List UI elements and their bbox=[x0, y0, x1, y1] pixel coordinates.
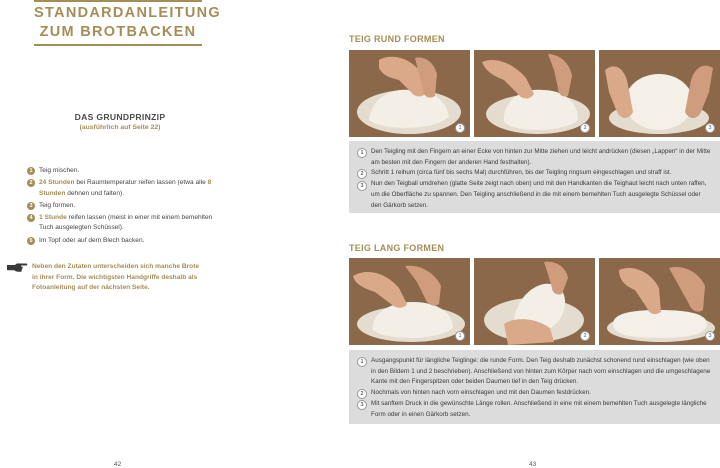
tip-note bbox=[6, 262, 206, 294]
list-item bbox=[357, 168, 712, 179]
list-item bbox=[357, 388, 712, 399]
step-text: Den Teigling mit den Fingern an einer Ecke von hinten zur Mitte ziehen und leicht andrücken (diesen „Lappen“ in der Mitte am besten mit den Fingern der anderen Hand festhalten). bbox=[371, 148, 711, 166]
photo-label: 2 bbox=[580, 331, 590, 341]
title-rule-bottom bbox=[34, 44, 202, 46]
principle-steps bbox=[27, 166, 217, 248]
step-number-badge: 3 bbox=[27, 202, 35, 210]
step-number-badge: 2 bbox=[357, 389, 367, 399]
photo-strip-round bbox=[349, 50, 720, 137]
title-rule-top bbox=[34, 0, 202, 2]
title-line-1: STANDARDANLEITUNG bbox=[34, 5, 221, 21]
list-item bbox=[357, 179, 712, 211]
photo-long-3 bbox=[599, 258, 720, 345]
photo-long-2 bbox=[474, 258, 595, 345]
list-item bbox=[27, 178, 217, 199]
photo-label: 3 bbox=[705, 331, 715, 341]
step-text: Nochmals von hinten nach vorn einschlagen und mit den Daumen festdrücken. bbox=[371, 388, 591, 396]
step-text: Schritt 1 reihum (circa fünf bis sechs Mal) durchführen, bis der Teigling ringsum eingeschlagen und straff ist. bbox=[371, 169, 672, 177]
list-item bbox=[27, 166, 217, 177]
step-number-badge: 2 bbox=[357, 169, 367, 179]
page-number-left: 42 bbox=[114, 461, 122, 468]
step-text: 24 Stunden bei Raumtemperatur reifen lassen (etwa alle 8 Stunden dehnen und falten). bbox=[39, 179, 212, 197]
step-text: Im Topf oder auf dem Blech backen. bbox=[39, 236, 145, 244]
photo-label: 1 bbox=[455, 331, 465, 341]
photo-strip-long bbox=[349, 258, 720, 345]
step-text: 1 Stunde reifen lassen (meist in einer mit einem bemehlten Tuch ausgelegten Schüssel). bbox=[39, 213, 213, 232]
list-item bbox=[357, 147, 712, 168]
list-item bbox=[357, 399, 712, 420]
list-item bbox=[27, 201, 217, 212]
photo-round-1 bbox=[349, 50, 470, 137]
instructions-long bbox=[349, 350, 720, 424]
step-number-badge: 3 bbox=[357, 400, 367, 410]
section-title: DAS GRUNDPRINZIP bbox=[74, 112, 166, 122]
step-number-badge: 1 bbox=[357, 148, 367, 158]
instructions-round bbox=[349, 141, 720, 213]
title-line-2: ZUM BROTBACKEN bbox=[39, 24, 197, 40]
tip-text: Neben den Zutaten unterscheiden sich manche Brote in ihrer Form. Die wichtigsten Handgriffe deshalb als Fotoanleitung auf der nächsten Seite. bbox=[32, 263, 200, 292]
photo-round-3 bbox=[599, 50, 720, 137]
step-text: Mit sanftem Druck in die gewünschte Länge rollen. Anschließend in eine mit einem bemehlten Tuch ausgelegte längliche Form oder in einen Gärkorb setzen. bbox=[371, 399, 707, 418]
step-number-badge: 1 bbox=[27, 167, 35, 175]
right-page bbox=[349, 0, 720, 468]
page-number-right: 43 bbox=[529, 461, 537, 468]
list-item bbox=[357, 356, 712, 388]
grundprinzip-heading bbox=[70, 112, 170, 131]
section-subtitle: (ausführlich auf Seite 22) bbox=[79, 124, 161, 131]
photo-label: 1 bbox=[455, 123, 465, 133]
photo-label: 3 bbox=[705, 123, 715, 133]
step-number-badge: 5 bbox=[27, 237, 35, 245]
section-title-long: TEIG LANG FORMEN bbox=[349, 243, 445, 253]
step-number-badge: 4 bbox=[27, 214, 35, 222]
step-text: Teig mischen. bbox=[39, 167, 80, 174]
list-item bbox=[27, 236, 217, 247]
list-item bbox=[27, 213, 217, 234]
step-text: Ausgangspunkt für längliche Teiglinge: die runde Form. Den Teig deshalb zunächst schonend rund einschlagen (wie oben in den Bildern 1 und 2 beschrieben). Anschließend von hinten zum Körper nach vorn einschlagen und die umgeschlagene Kante mit den Fingerspitzen oder beiden Daumen tief in den Teig drücken. bbox=[371, 357, 711, 386]
photo-label: 2 bbox=[580, 123, 590, 133]
section-title-round: TEIG RUND FORMEN bbox=[349, 34, 445, 44]
step-text: Teig formen. bbox=[39, 201, 76, 209]
step-number-badge: 1 bbox=[357, 357, 367, 367]
chapter-title bbox=[34, 0, 221, 46]
pointing-hand-icon bbox=[6, 262, 28, 274]
step-number-badge: 3 bbox=[357, 181, 367, 191]
photo-long-1 bbox=[349, 258, 470, 345]
photo-round-2 bbox=[474, 50, 595, 137]
step-number-badge: 2 bbox=[27, 179, 35, 187]
step-text: Nun den Teigball umdrehen (glatte Seite zeigt nach oben) und mit den Handkanten die Teighaut leicht nach unten raffen, um die Oberfläche zu spannen. Den Teigling anschließend in die mit einem bemehlten Tuch ausgelegte Schüssel oder den Gärkorb setzen. bbox=[371, 180, 707, 209]
